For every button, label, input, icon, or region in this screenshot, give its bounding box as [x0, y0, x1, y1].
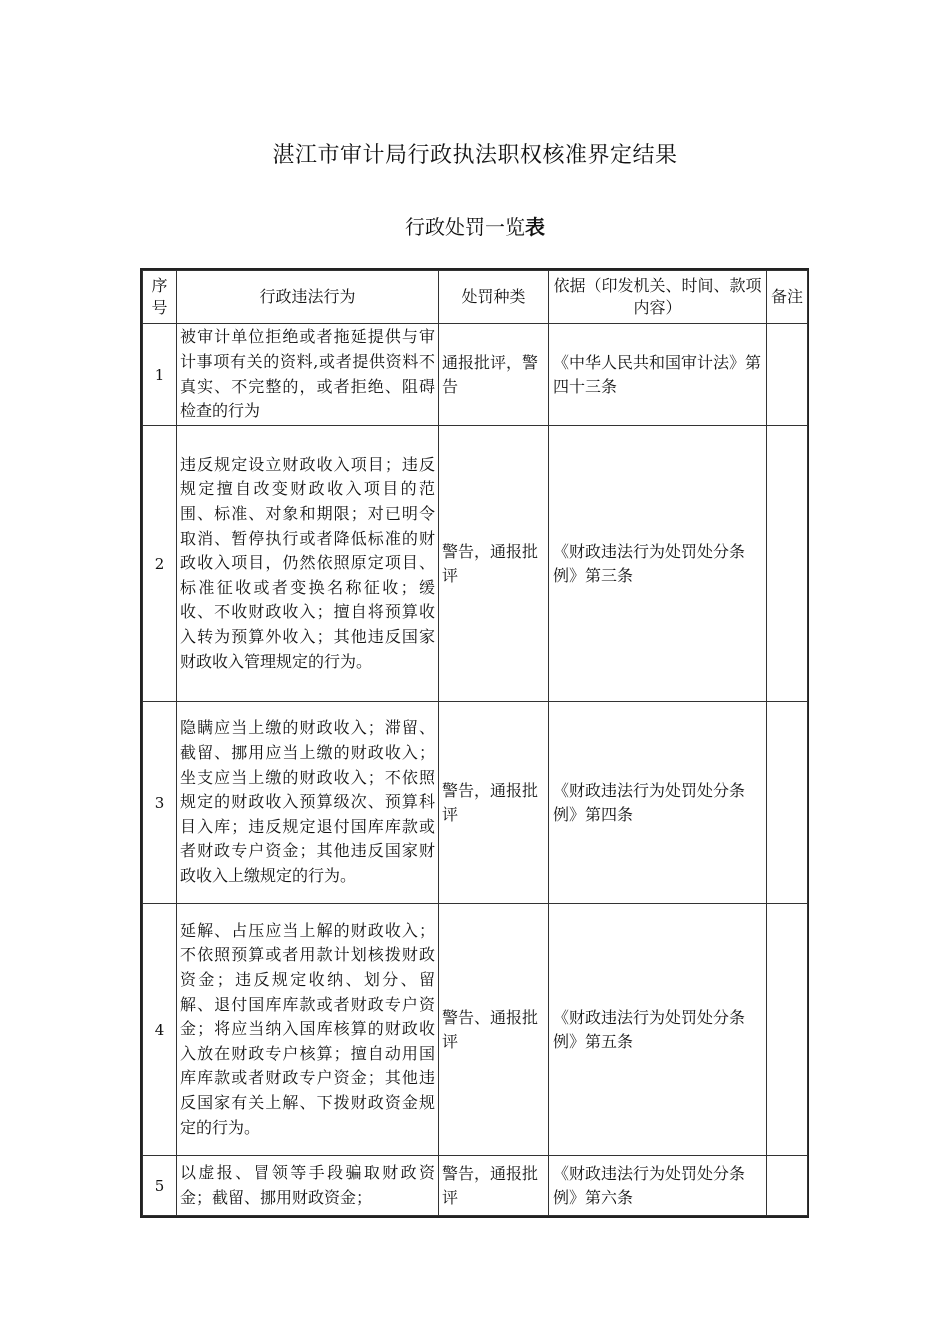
subtitle-bold-char: 表	[525, 215, 545, 239]
row-act: 隐瞒应当上缴的财政收入；滞留、截留、挪用应当上缴的财政收入；坐支应当上缴的财政收入；不依照规定的财政收入预算级次、预算科目入库；违反规定退付国库库款或者财政专户资金；其他违反国家财政收入上缴规定的行为。	[177, 702, 439, 904]
table-row	[143, 426, 808, 702]
row-index: 4	[143, 904, 177, 1156]
row-note	[767, 1156, 808, 1216]
header-index: 序号	[143, 271, 177, 324]
document-subtitle	[0, 211, 950, 240]
document-title: 湛江市审计局行政执法职权核准界定结果	[272, 143, 678, 168]
table-header-row	[143, 271, 808, 324]
table-row	[143, 702, 808, 904]
header-basis: 依据（印发机关、时间、款项内容）	[549, 271, 767, 324]
row-kind: 警告，通报批评	[439, 702, 549, 904]
table-row	[143, 324, 808, 426]
row-basis: 《财政违法行为处罚处分条例》第五条	[549, 904, 767, 1156]
penalty-table	[140, 268, 809, 1218]
row-index: 5	[143, 1156, 177, 1216]
row-index: 3	[143, 702, 177, 904]
row-kind: 通报批评，警告	[439, 324, 549, 426]
header-note: 备注	[767, 271, 808, 324]
row-kind: 警告，通报批评	[439, 1156, 549, 1216]
subtitle-text: 行政处罚一览	[405, 215, 525, 239]
row-basis: 《财政违法行为处罚处分条例》第四条	[549, 702, 767, 904]
row-note	[767, 904, 808, 1156]
row-index: 2	[143, 426, 177, 702]
row-basis: 《财政违法行为处罚处分条例》第六条	[549, 1156, 767, 1216]
row-act: 被审计单位拒绝或者拖延提供与审计事项有关的资料,或者提供资料不真实、不完整的，或者拒绝、阻碍检查的行为	[177, 324, 439, 426]
row-kind: 警告、通报批评	[439, 904, 549, 1156]
row-note	[767, 426, 808, 702]
header-act: 行政违法行为	[177, 271, 439, 324]
row-act: 以虚报、冒领等手段骗取财政资金；截留、挪用财政资金；	[177, 1156, 439, 1216]
table-row	[143, 904, 808, 1156]
table-row	[143, 1156, 808, 1216]
header-kind: 处罚种类	[439, 271, 549, 324]
row-index: 1	[143, 324, 177, 426]
row-basis: 《中华人民共和国审计法》第四十三条	[549, 324, 767, 426]
row-act: 延解、占压应当上解的财政收入；不依照预算或者用款计划核拨财政资金；违反规定收纳、划分、留解、退付国库库款或者财政专户资金；将应当纳入国库核算的财政收入放在财政专户核算；擅自动用国库库款或者财政专户资金；其他违反国家有关上解、下拨财政资金规定的行为。	[177, 904, 439, 1156]
row-kind: 警告，通报批评	[439, 426, 549, 702]
row-note	[767, 324, 808, 426]
row-note	[767, 702, 808, 904]
row-basis: 《财政违法行为处罚处分条例》第三条	[549, 426, 767, 702]
row-act: 违反规定设立财政收入项目；违反规定擅自改变财政收入项目的范围、标准、对象和期限；对已明令取消、暂停执行或者降低标准的财政收入项目，仍然依照原定项目、标准征收或者变换名称征收；缓收、不收财政收入；擅自将预算收入转为预算外收入；其他违反国家财政收入管理规定的行为。	[177, 426, 439, 702]
